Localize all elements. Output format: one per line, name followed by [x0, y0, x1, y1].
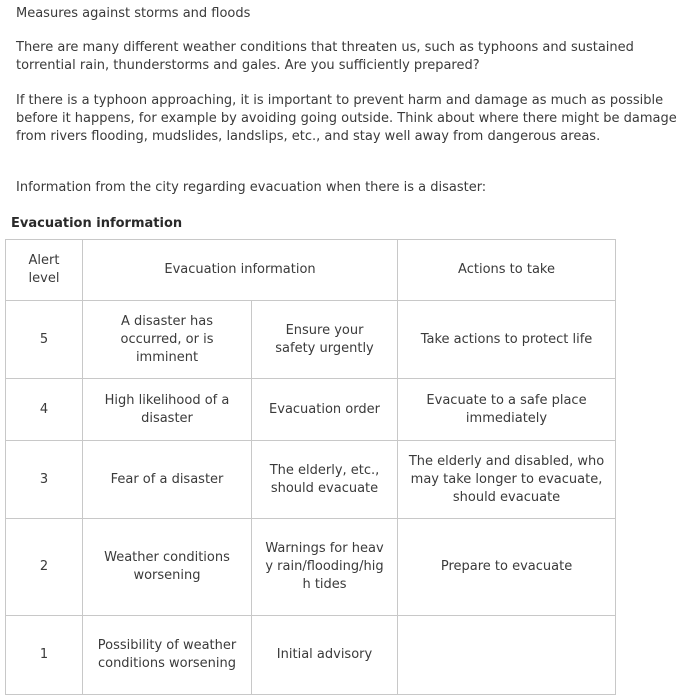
table-row	[6, 519, 616, 616]
header-actions: Actions to take	[398, 240, 616, 301]
condition-cell: Weather conditions worsening	[83, 519, 252, 616]
table-caption: Evacuation information	[11, 216, 183, 231]
header-alert-level: Alert level	[6, 240, 83, 301]
action-cell: Prepare to evacuate	[398, 519, 616, 616]
action-cell: The elderly and disabled, who may take longer to evacuate, should evacuate	[398, 441, 616, 519]
instruction-cell: Evacuation order	[252, 379, 398, 441]
header-evacuation-information: Evacuation information	[83, 240, 398, 301]
action-cell: Take actions to protect life	[398, 301, 616, 379]
article-content	[16, 5, 696, 195]
condition-cell: A disaster has occurred, or is imminent	[83, 301, 252, 379]
table-row	[6, 301, 616, 379]
action-cell: Evacuate to a safe place immediately	[398, 379, 616, 441]
alert-level-cell: 3	[6, 441, 83, 519]
action-cell	[398, 616, 616, 695]
instruction-cell: Warnings for heavy rain/flooding/high tides	[252, 519, 398, 616]
typhoon-advice-paragraph: If there is a typhoon approaching, it is important to prevent harm and damage as much as possible before it happens, for example by avoiding going outside. Think about where there might be damage from rivers flooding, mudslides, landslips, etc., and stay well away from dangerous areas.	[16, 93, 677, 144]
alert-level-cell: 2	[6, 519, 83, 616]
table-row	[6, 441, 616, 519]
alert-level-cell: 5	[6, 301, 83, 379]
instruction-cell: Initial advisory	[252, 616, 398, 695]
page-heading: Measures against storms and floods	[16, 6, 251, 21]
alert-level-cell: 4	[6, 379, 83, 441]
evacuation-table	[5, 239, 616, 695]
instruction-cell: Ensure your safety urgently	[252, 301, 398, 379]
intro-paragraph: There are many different weather conditions that threaten us, such as typhoons and sustained torrential rain, thunderstorms and gales. Are you sufficiently prepared?	[16, 40, 634, 73]
condition-cell: Possibility of weather conditions worsening	[83, 616, 252, 695]
condition-cell: High likelihood of a disaster	[83, 379, 252, 441]
alert-level-cell: 1	[6, 616, 83, 695]
table-header-row	[6, 240, 616, 301]
city-information-paragraph: Information from the city regarding evacuation when there is a disaster:	[16, 180, 487, 195]
condition-cell: Fear of a disaster	[83, 441, 252, 519]
table-row	[6, 379, 616, 441]
table-row	[6, 616, 616, 695]
instruction-cell: The elderly, etc., should evacuate	[252, 441, 398, 519]
